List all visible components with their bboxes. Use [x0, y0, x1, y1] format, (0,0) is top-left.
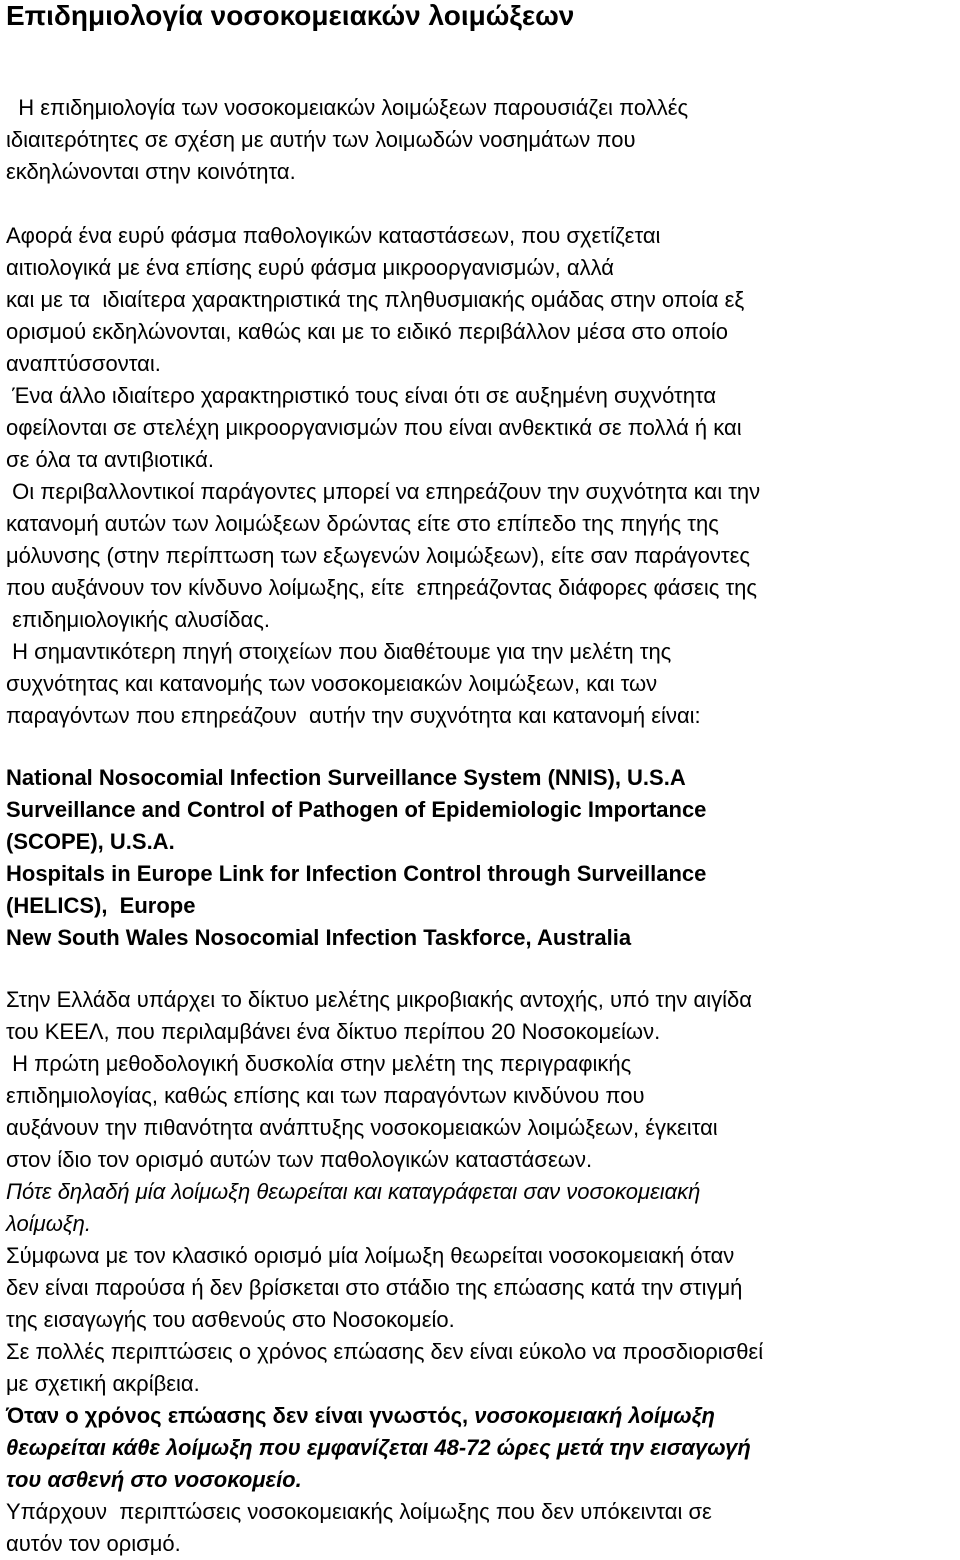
paragraph-definition-difficulty — [6, 1048, 956, 1176]
paragraph-emphasis-definition — [6, 1400, 956, 1496]
text-line: θεωρείται κάθε λοίμωξη που εμφανίζεται 48-72 ώρες μετά την εισαγωγή — [6, 1435, 751, 1460]
list-item: Surveillance and Control of Pathogen of Epidemiologic Importance — [6, 797, 707, 822]
text-line: αυξάνουν την πιθανότητα ανάπτυξης νοσοκομειακών λοιμώξεων, έγκειται — [6, 1115, 718, 1140]
text-line: του ΚΕΕΛ, που περιλαμβάνει ένα δίκτυο περίπου 20 Νοσοκομείων. — [6, 1019, 661, 1044]
text-line — [6, 1400, 956, 1432]
paragraph-classic-definition — [6, 1240, 956, 1336]
text-line: λοίμωξη. — [6, 1211, 91, 1236]
paragraph-sources-intro — [6, 636, 956, 732]
paragraph-exceptions — [6, 1496, 956, 1560]
text-line: Η επιδημιολογία των νοσοκομειακών λοιμώξεων παρουσιάζει πολλές — [6, 95, 689, 120]
list-item: New South Wales Nosocomial Infection Taskforce, Australia — [6, 925, 632, 950]
paragraph-resistance — [6, 380, 956, 476]
text-line: που αυξάνουν τον κίνδυνο λοίμωξης, είτε επηρεάζοντας διάφορες φάσεις της — [6, 575, 757, 600]
surveillance-sources-list — [6, 762, 956, 954]
text-line: επιδημιολογικής αλυσίδας. — [6, 607, 270, 632]
emphasis-bold-italic-text: νοσοκομειακή λοίμωξη — [474, 1403, 715, 1428]
text-line: και με τα ιδιαίτερα χαρακτηριστικά της πληθυσμιακής ομάδας στην οποία εξ — [6, 287, 745, 312]
text-line: της εισαγωγής του ασθενούς στο Νοσοκομείο. — [6, 1307, 455, 1332]
text-line: αναπτύσσονται. — [6, 351, 161, 376]
text-line: συχνότητας και κατανομής των νοσοκομειακών λοιμώξεων, και των — [6, 671, 658, 696]
text-line: αιτιολογικά με ένα επίσης ευρύ φάσμα μικροοργανισμών, αλλά — [6, 255, 614, 280]
text-line: Υπάρχουν περιπτώσεις νοσοκομειακής λοίμωξης που δεν υπόκεινται σε — [6, 1499, 712, 1524]
text-line: στον ίδιο τον ορισμό αυτών των παθολογικών καταστάσεων. — [6, 1147, 593, 1172]
paragraph-greece-network — [6, 984, 956, 1048]
text-line: Στην Ελλάδα υπάρχει το δίκτυο μελέτης μικροβιακής αντοχής, υπό την αιγίδα — [6, 987, 753, 1012]
list-item: Hospitals in Europe Link for Infection Control through Surveillance — [6, 861, 707, 886]
text-line: Αφορά ένα ευρύ φάσμα παθολογικών καταστάσεων, που σχετίζεται — [6, 223, 661, 248]
paragraph-scope — [6, 220, 956, 380]
spacer — [6, 954, 956, 984]
text-line: ιδιαιτερότητες σε σχέση με αυτήν των λοιμωδών νοσημάτων που — [6, 127, 636, 152]
text-line: Οι περιβαλλοντικοί παράγοντες μπορεί να επηρεάζουν την συχνότητα και την — [6, 479, 761, 504]
text-line: αυτόν τον ορισμό. — [6, 1531, 181, 1556]
list-item: (HELICS), Europe — [6, 893, 196, 918]
paragraph-incubation — [6, 1336, 956, 1400]
list-item: (SCOPE), U.S.A. — [6, 829, 175, 854]
text-line: Σύμφωνα με τον κλασικό ορισμό μία λοίμωξη θεωρείται νοσοκομειακή όταν — [6, 1243, 735, 1268]
text-line: επιδημιολογίας, καθώς επίσης και των παραγόντων κινδύνου που — [6, 1083, 645, 1108]
text-line: με σχετική ακρίβεια. — [6, 1371, 200, 1396]
document-page — [6, 0, 956, 1560]
text-line: παραγόντων που επηρεάζουν αυτήν την συχνότητα και κατανομή είναι: — [6, 703, 701, 728]
text-line: σε όλα τα αντιβιοτικά. — [6, 447, 214, 472]
text-line: του ασθενή στο νοσοκομείο. — [6, 1467, 302, 1492]
text-line: Σε πολλές περιπτώσεις ο χρόνος επώασης δεν είναι εύκολο να προσδιορισθεί — [6, 1339, 764, 1364]
text-line: Ένα άλλο ιδιαίτερο χαρακτηριστικό τους είναι ότι σε αυξημένη συχνότητα — [6, 383, 717, 408]
text-line: δεν είναι παρούσα ή δεν βρίσκεται στο στάδιο της επώασης κατά την στιγμή — [6, 1275, 743, 1300]
emphasis-bold-text: Όταν ο χρόνος επώασης δεν είναι γνωστός, — [6, 1403, 475, 1428]
text-line: μόλυνσης (στην περίπτωση των εξωγενών λοιμώξεων), είτε σαν παράγοντες — [6, 543, 751, 568]
text-line: Η πρώτη μεθοδολογική δυσκολία στην μελέτη της περιγραφικής — [6, 1051, 632, 1076]
paragraph-question — [6, 1176, 956, 1240]
text-line: Πότε δηλαδή μία λοίμωξη θεωρείται και καταγράφεται σαν νοσοκομειακή — [6, 1179, 701, 1204]
text-line: εκδηλώνονται στην κοινότητα. — [6, 159, 296, 184]
text-line: οφείλονται σε στελέχη μικροοργανισμών που είναι ανθεκτικά σε πολλά ή και — [6, 415, 742, 440]
spacer — [6, 188, 956, 220]
intro-paragraph — [6, 92, 956, 188]
document-title: Επιδημιολογία νοσοκομειακών λοιμώξεων — [6, 0, 575, 31]
spacer — [6, 32, 956, 92]
paragraph-environment — [6, 476, 956, 636]
list-item: National Nosocomial Infection Surveillance System (NNIS), U.S.A — [6, 765, 686, 790]
spacer — [6, 732, 956, 762]
text-line: κατανομή αυτών των λοιμώξεων δρώντας είτε στο επίπεδο της πηγής της — [6, 511, 719, 536]
text-line: Η σημαντικότερη πηγή στοιχείων που διαθέτουμε για την μελέτη της — [6, 639, 672, 664]
text-line: ορισμού εκδηλώνονται, καθώς και με το ειδικό περιβάλλον μέσα στο οποίο — [6, 319, 728, 344]
